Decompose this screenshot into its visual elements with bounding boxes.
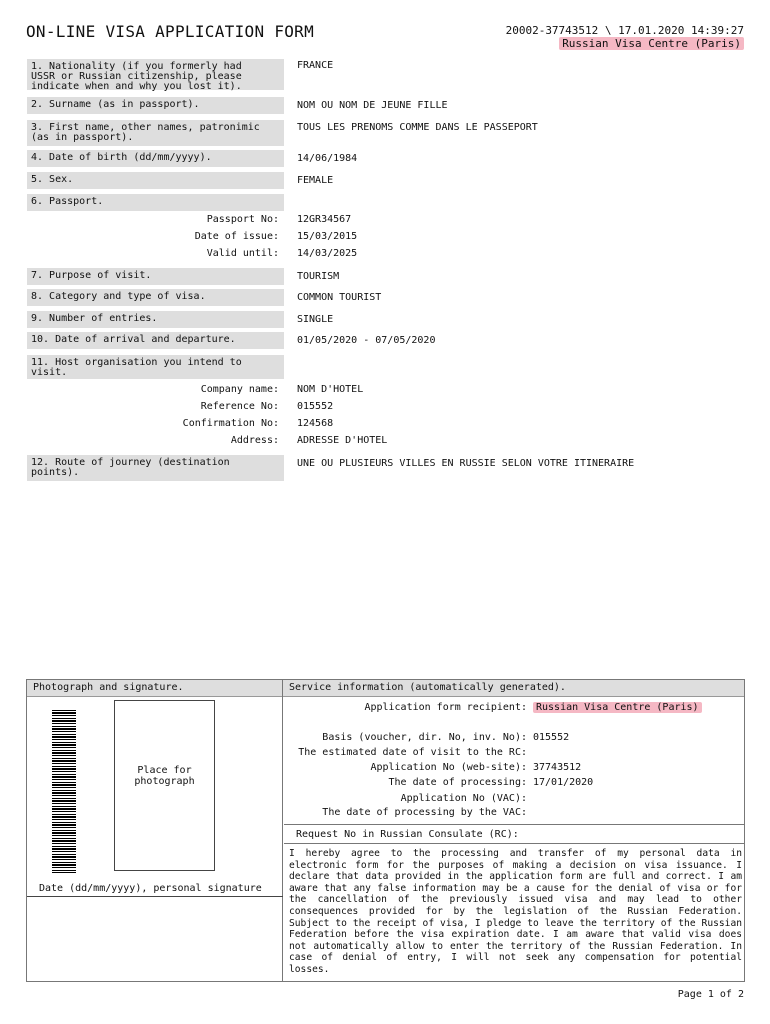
host-company-label: Company name: (200, 384, 279, 395)
recipient-value: Russian Visa Centre (Paris) (533, 702, 702, 713)
service-panel-header: Service information (automatically generated). (283, 680, 744, 697)
field-value-date-of-birth: 14/06/1984 (297, 153, 358, 164)
field-value-purpose: TOURISM (297, 271, 340, 282)
field-value-nationality: FRANCE (297, 60, 334, 71)
field-value-dates: 01/05/2020 - 07/05/2020 (297, 335, 436, 346)
signature-box[interactable] (27, 896, 283, 983)
field-label-passport: 6. Passport. (27, 194, 284, 211)
passport-issue-label: Date of issue: (194, 231, 279, 242)
barcode (52, 710, 76, 873)
application-reference: 20002-37743512 \ 17.01.2020 14:39:27 (505, 24, 744, 37)
field-label-visa-category: 8. Category and type of visa. (27, 289, 284, 306)
passport-valid-value: 14/03/2025 (297, 248, 358, 259)
field-label-sex: 5. Sex. (27, 172, 284, 189)
field-label-purpose: 7. Purpose of visit. (27, 268, 284, 285)
passport-number-value: 12GR34567 (297, 214, 352, 225)
field-value-sex: FEMALE (297, 175, 334, 186)
host-confirmation-label: Confirmation No: (182, 418, 279, 429)
request-rc-label: Request No in Russian Consulate (RC): (296, 829, 519, 840)
application-vac-label: Application No (VAC): (400, 793, 527, 804)
passport-number-label: Passport No: (206, 214, 279, 225)
field-label-date-of-birth: 4. Date of birth (dd/mm/yyyy). (27, 150, 284, 167)
photo-placeholder-text: Place for photograph (134, 765, 195, 787)
estimated-date-label: The estimated date of visit to the RC: (298, 747, 527, 758)
photo-panel-header: Photograph and signature. (27, 680, 282, 697)
header-meta (506, 24, 744, 50)
vac-processing-label: The date of processing by the VAC: (322, 807, 527, 818)
field-label-surname: 2. Surname (as in passport). (27, 97, 284, 114)
declaration-divider (284, 843, 744, 844)
host-company-value: NOM D'HOTEL (297, 384, 364, 395)
photo-placeholder-box (114, 700, 215, 871)
application-web-value: 37743512 (533, 762, 582, 773)
field-label-host-organisation: 11. Host organisation you intend to visit. (27, 355, 284, 379)
form-title: ON-LINE VISA APPLICATION FORM (26, 22, 315, 41)
field-value-visa-category: COMMON TOURIST (297, 292, 382, 303)
field-value-entries: SINGLE (297, 314, 334, 325)
recipient-label: Application form recipient: (364, 702, 527, 713)
visa-centre-badge: Russian Visa Centre (Paris) (559, 37, 744, 50)
field-value-first-name: TOUS LES PRENOMS COMME DANS LE PASSEPORT (297, 122, 538, 133)
page-number: Page 1 of 2 (677, 989, 744, 1000)
basis-value: 015552 (533, 732, 570, 743)
field-label-nationality: 1. Nationality (if you formerly had USSR or Russian citizenship, please indicate when and why you lost it). (27, 59, 284, 90)
application-web-label: Application No (web-site): (370, 762, 527, 773)
host-address-value: ADRESSE D'HOTEL (297, 435, 388, 446)
host-confirmation-value: 124568 (297, 418, 334, 429)
field-value-surname: NOM OU NOM DE JEUNE FILLE (297, 100, 448, 111)
signature-label: Date (dd/mm/yyyy), personal signature (39, 883, 262, 894)
passport-issue-value: 15/03/2015 (297, 231, 358, 242)
basis-label: Basis (voucher, dir. No, inv. No): (322, 732, 527, 743)
host-address-label: Address: (230, 435, 279, 446)
field-label-dates: 10. Date of arrival and departure. (27, 332, 284, 349)
field-value-route: UNE OU PLUSIEURS VILLES EN RUSSIE SELON VOTRE ITINERAIRE (297, 458, 635, 469)
passport-valid-label: Valid until: (206, 248, 279, 259)
declaration-text: I hereby agree to the processing and transfer of my personal data in electronic form for the purposes of making a decision on visa issuance. I declare that data provided in the application form are full and correct. I am aware that any false information may be a cause for the denial of visa or for the cancellation of the previously issued visa and may lead to other consequences provided for by the legislation of the Russian Federation. Subject to the receipt of visa, I pledge to leave the territory of the Russian Federation before the visa expiration date. I am aware that valid visa does not automatically allow to enter the territory of the Russian Federation. In case of denial of entry, I will not seek any compensation for potential losses. (289, 848, 742, 975)
processing-date-label: The date of processing: (388, 777, 527, 788)
field-label-entries: 9. Number of entries. (27, 311, 284, 328)
host-reference-label: Reference No: (200, 401, 279, 412)
processing-date-value: 17/01/2020 (533, 777, 594, 788)
request-divider (284, 824, 744, 825)
host-reference-value: 015552 (297, 401, 334, 412)
field-label-first-name: 3. First name, other names, patronimic (as in passport). (27, 120, 284, 146)
field-label-route: 12. Route of journey (destination points). (27, 455, 284, 481)
